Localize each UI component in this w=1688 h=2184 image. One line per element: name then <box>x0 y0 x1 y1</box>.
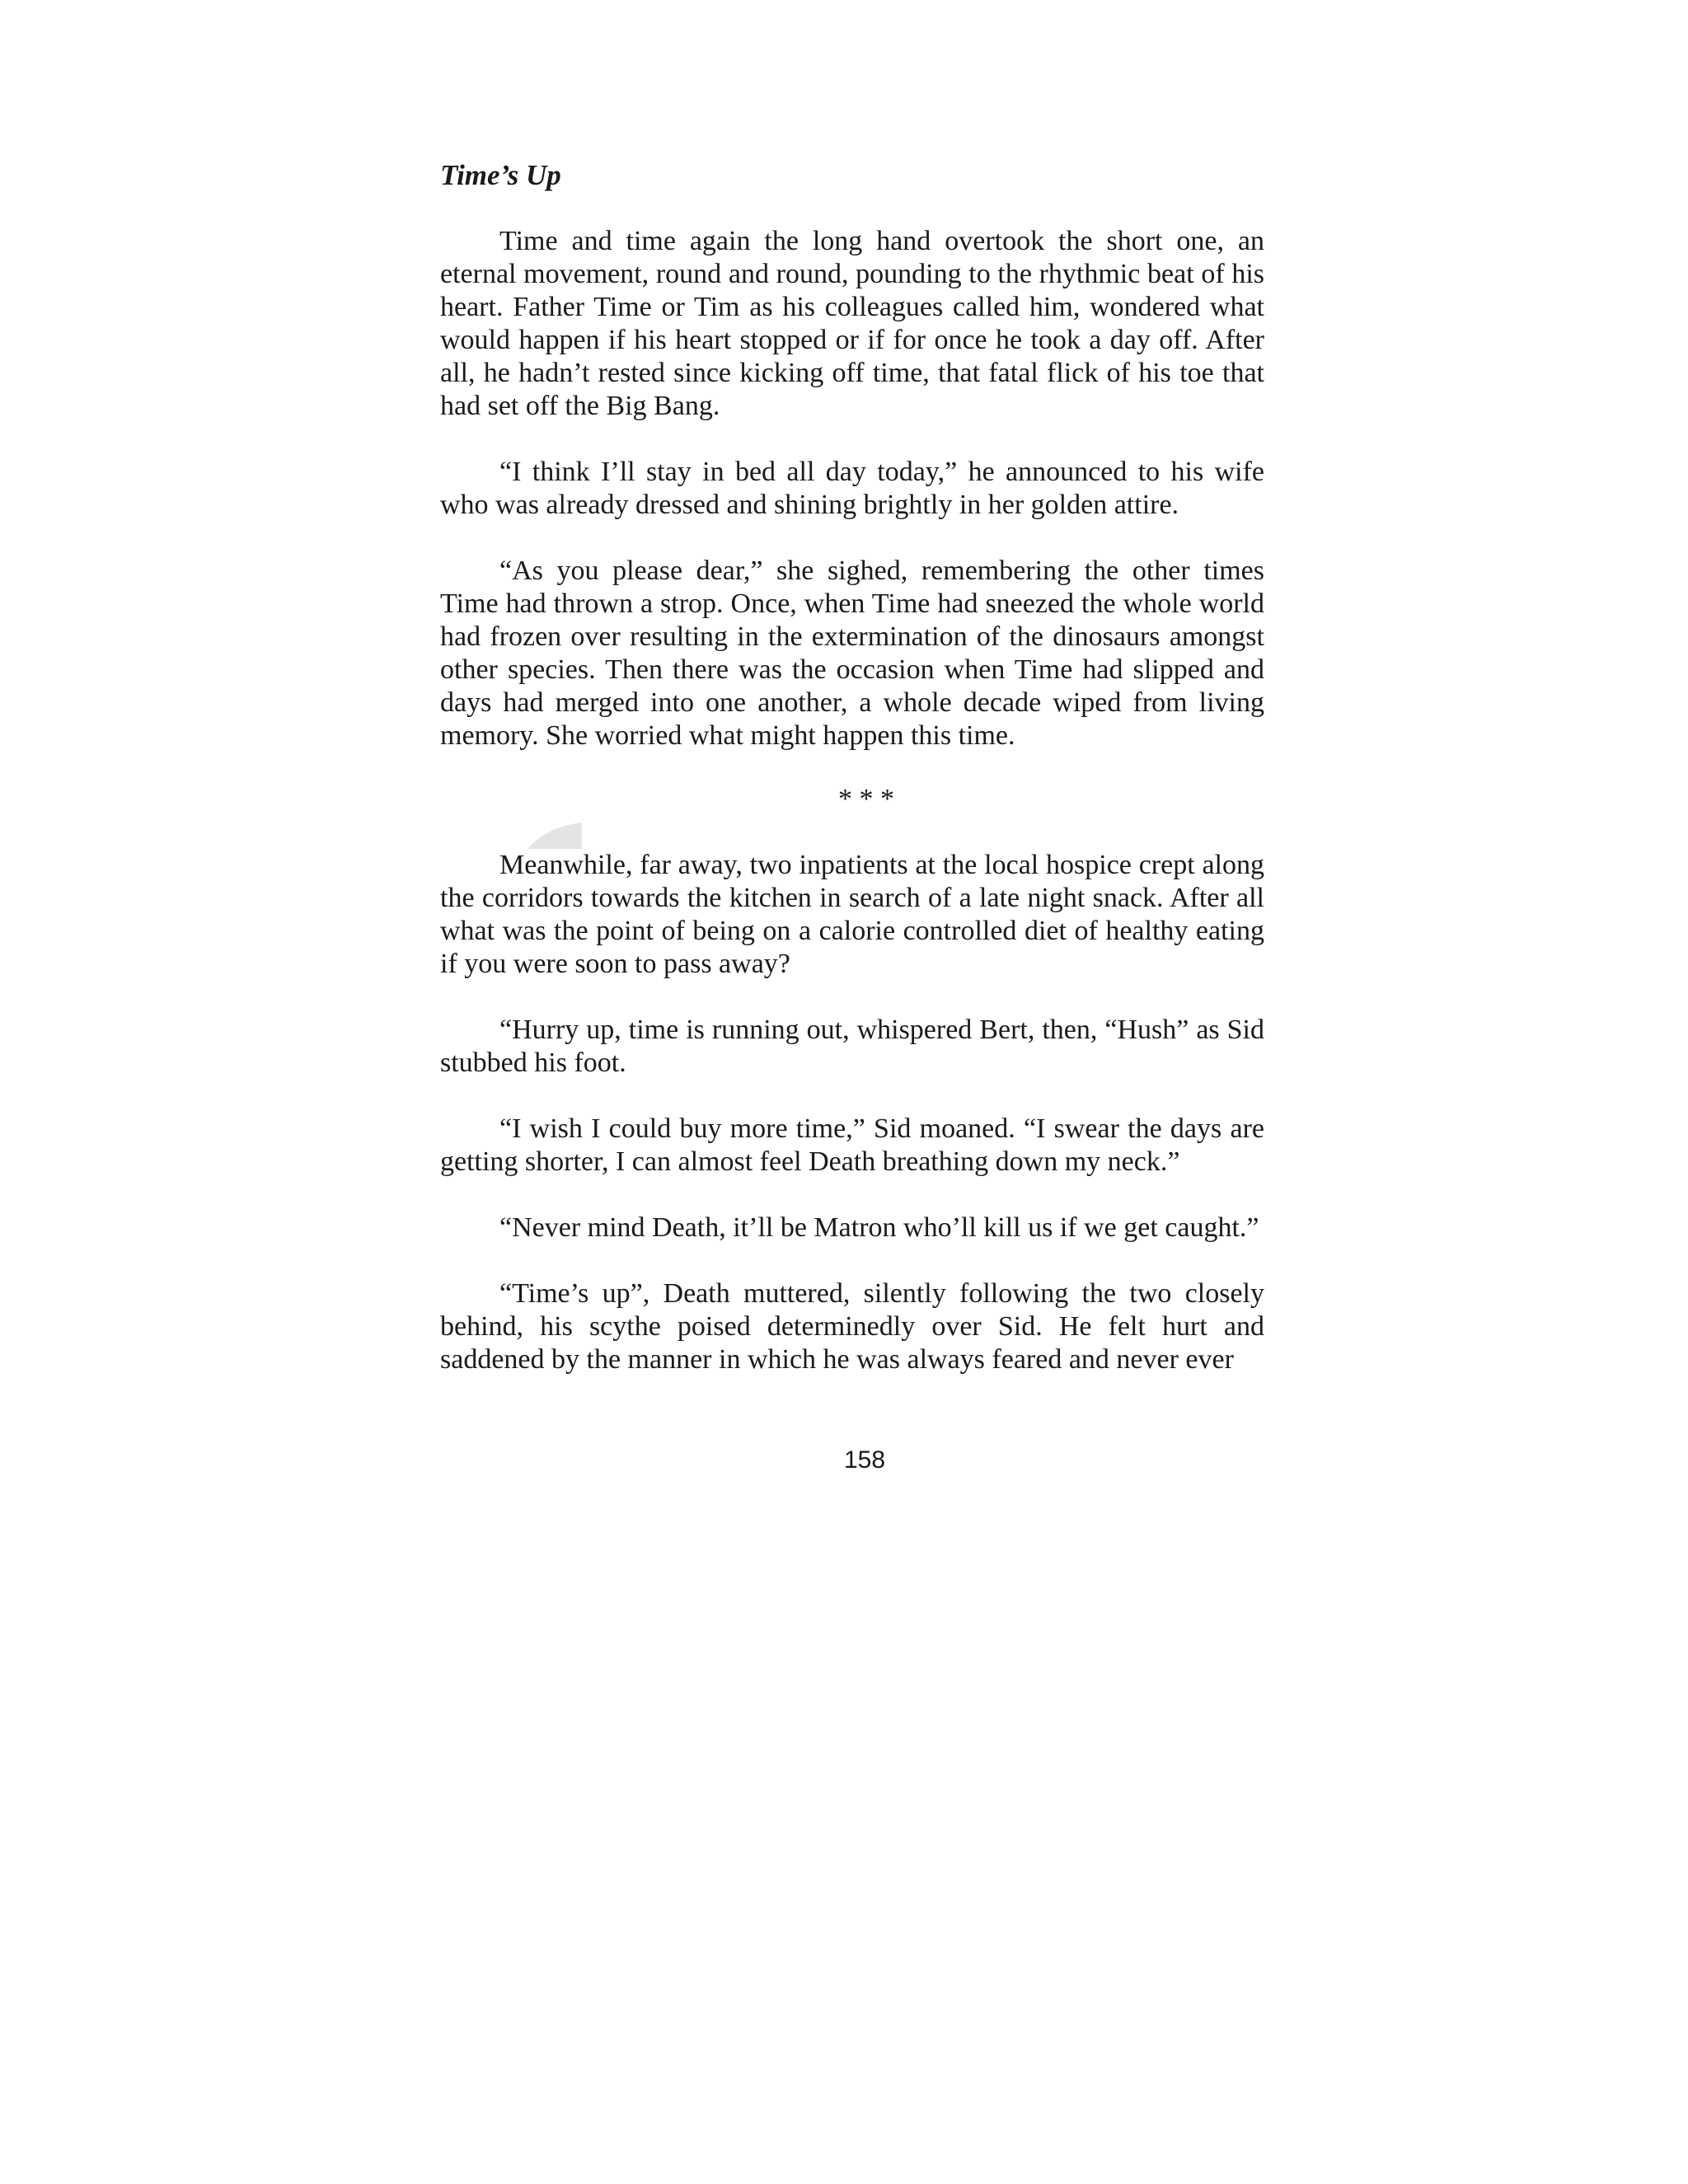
paragraph-8: “Time’s up”, Death muttered, silently following the two closely behind, his scythe poised determinedly over Sid. He felt hurt and saddened by the manner in which he was always feared and never ever <box>440 1278 1264 1375</box>
scene-break: * * * <box>838 784 894 814</box>
paragraph-1: Time and time again the long hand overtook the short one, an eternal movement, round and round, pounding to the rhythmic beat of his heart. Father Time or Tim as his colleagues called him, wondered what would happen if his heart stopped or if for once he took a day off. After all, he hadn’t rested since kicking off time, that fatal flick of his toe that had set off the Big Bang. <box>440 226 1264 421</box>
scan-smudge <box>524 823 582 849</box>
story-title: Time’s Up <box>440 159 561 191</box>
paragraph-2: “I think I’ll stay in bed all day today,” he announced to his wife who was already dressed and shining brightly in her golden attire. <box>440 457 1264 520</box>
paragraph-5: “Hurry up, time is running out, whispered Bert, then, “Hush” as Sid stubbed his foot. <box>440 1015 1264 1078</box>
page-number: 158 <box>843 1446 886 1474</box>
paragraph-7: “Never mind Death, it’ll be Matron who’ll kill us if we get caught.” <box>499 1212 1259 1243</box>
paragraph-6: “I wish I could buy more time,” Sid moaned. “I swear the days are getting shorter, I can almost feel Death breathing down my neck.” <box>440 1113 1264 1177</box>
story-body-section-2 <box>440 849 1264 1376</box>
paragraph-3: “As you please dear,” she sighed, remembering the other times Time had thrown a strop. Once, when Time had sneezed the whole world had frozen over resulting in the extermination of the dinosaurs amongst other species. Then there was the occasion when Time had slipped and days had merged into one another, a whole decade wiped from living memory. She worried what might happen this time. <box>440 555 1264 751</box>
paragraph-4: Meanwhile, far away, two inpatients at the local hospice crept along the corridors towards the kitchen in search of a late night snack. After all what was the point of being on a calorie controlled diet of healthy eating if you were soon to pass away? <box>440 850 1264 979</box>
story-body-section-1 <box>440 225 1264 752</box>
